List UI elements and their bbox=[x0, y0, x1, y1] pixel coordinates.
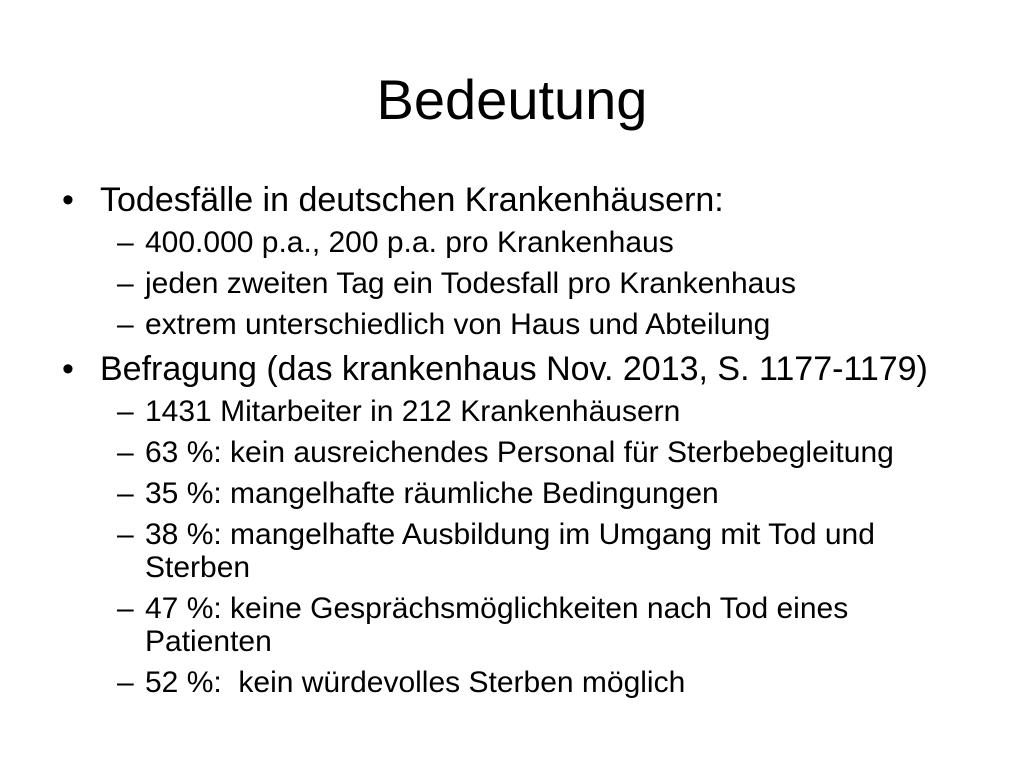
sub-marker: – bbox=[117, 477, 134, 510]
sub-list bbox=[0, 226, 1024, 341]
bullet-marker: • bbox=[62, 350, 74, 388]
bullet-text: Befragung (das krankenhaus Nov. 2013, S. 1177-1179) bbox=[100, 350, 928, 388]
sub-item-text: 47 %: keine Gesprächsmöglichkeiten nach Tod eines Patienten bbox=[145, 592, 857, 658]
sub-item bbox=[0, 592, 1024, 658]
bullet-item bbox=[0, 349, 1024, 699]
sub-item-text: 63 %: kein ausreichendes Personal für Sterbebegleitung bbox=[145, 436, 894, 469]
sub-marker: – bbox=[117, 395, 134, 428]
sub-marker: – bbox=[117, 666, 134, 699]
sub-item bbox=[0, 395, 1024, 428]
sub-item-text: 38 %: mangelhafte Ausbildung im Umgang mit Tod und Sterben bbox=[145, 518, 884, 584]
sub-item-text: 1431 Mitarbeiter in 212 Krankenhäusern bbox=[145, 395, 681, 428]
sub-item bbox=[0, 477, 1024, 510]
sub-item bbox=[0, 666, 1024, 699]
slide-title: Bedeutung bbox=[376, 68, 648, 131]
sub-list bbox=[0, 395, 1024, 699]
sub-item-text: 400.000 p.a., 200 p.a. pro Krankenhaus bbox=[145, 226, 674, 259]
sub-marker: – bbox=[117, 436, 134, 469]
sub-item bbox=[0, 436, 1024, 469]
sub-marker: – bbox=[117, 226, 134, 259]
sub-item-text: extrem unterschiedlich von Haus und Abteilung bbox=[145, 308, 771, 341]
sub-marker: – bbox=[117, 267, 134, 300]
sub-marker: – bbox=[117, 592, 134, 625]
slide-content bbox=[0, 180, 1024, 699]
bullet-item bbox=[0, 180, 1024, 341]
sub-item bbox=[0, 308, 1024, 341]
bullet-marker: • bbox=[62, 181, 74, 219]
sub-item-text: jeden zweiten Tag ein Todesfall pro Krankenhaus bbox=[145, 267, 797, 300]
sub-item-text: 52 %: kein würdevolles Sterben möglich bbox=[145, 666, 686, 699]
sub-marker: – bbox=[117, 308, 134, 341]
sub-item bbox=[0, 267, 1024, 300]
sub-marker: – bbox=[117, 518, 134, 551]
bullet-text: Todesfälle in deutschen Krankenhäusern: bbox=[100, 181, 724, 219]
sub-item bbox=[0, 518, 1024, 584]
sub-item-text: 35 %: mangelhafte räumliche Bedingungen bbox=[145, 477, 719, 510]
sub-item bbox=[0, 226, 1024, 259]
